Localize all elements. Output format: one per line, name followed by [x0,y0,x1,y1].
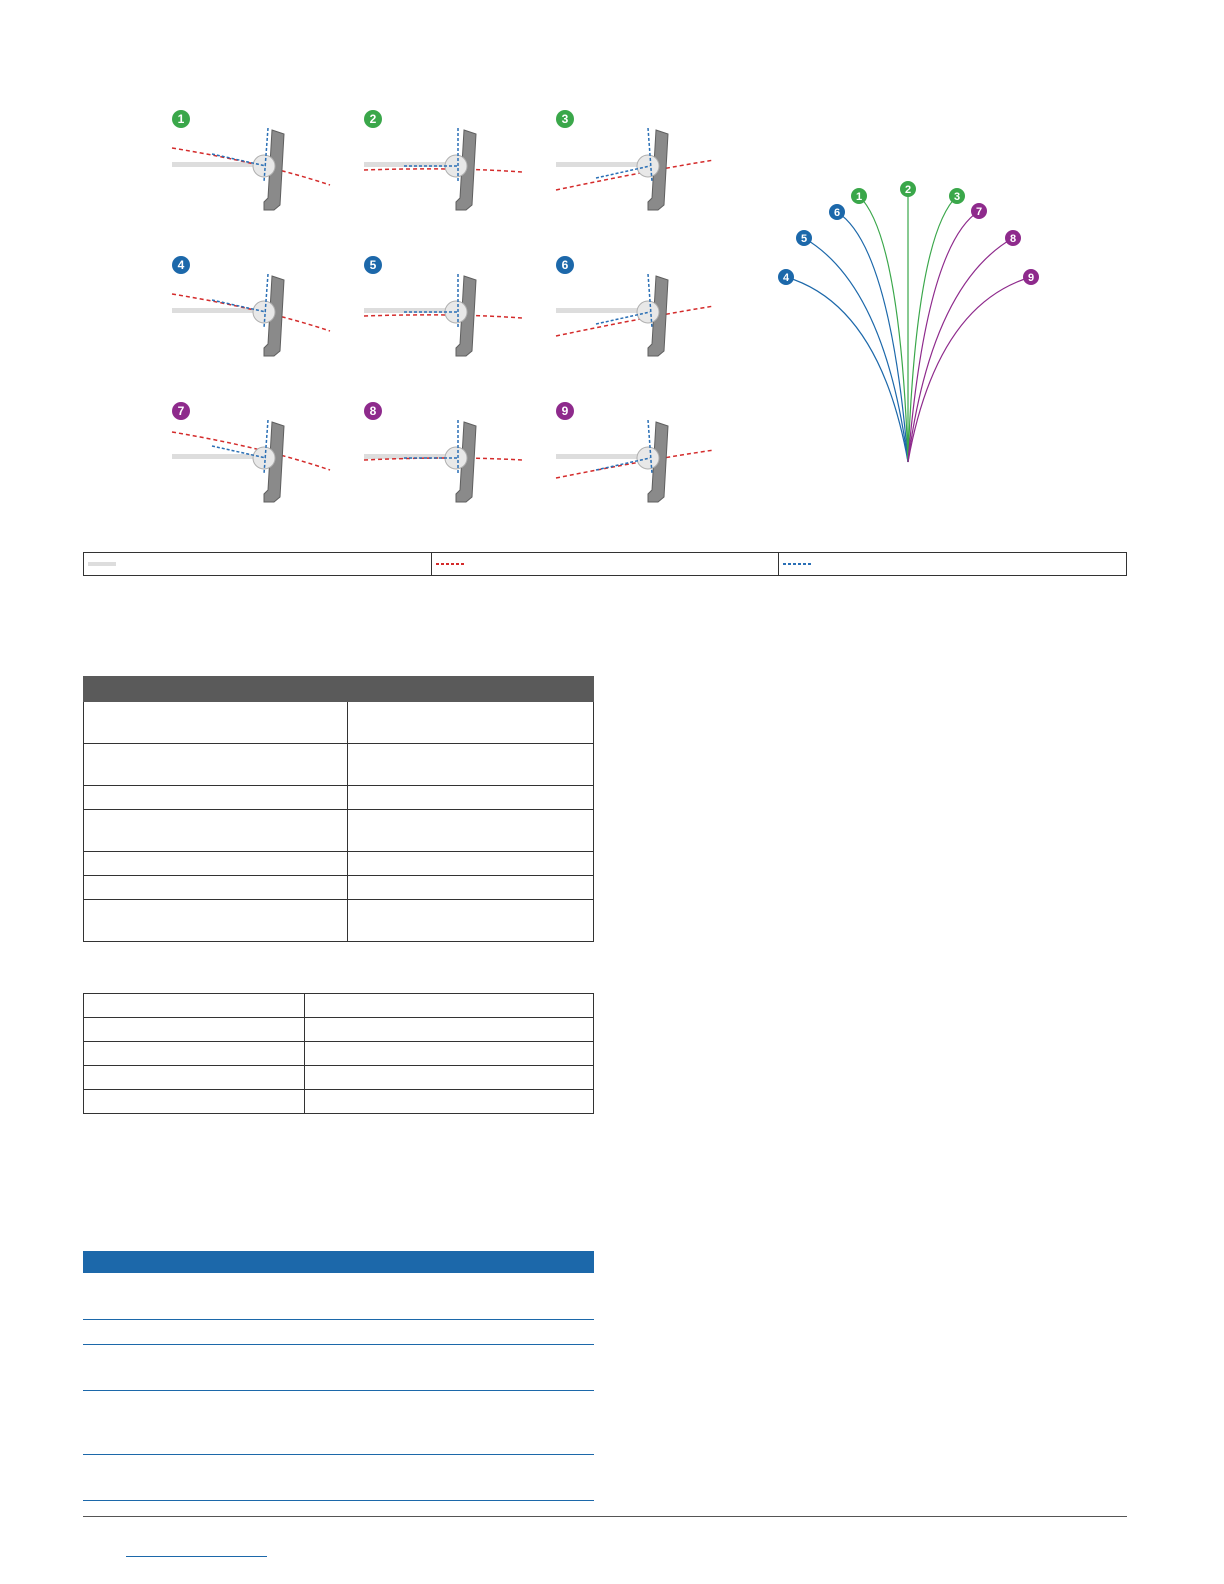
footer-link-underline[interactable] [126,1556,267,1557]
target-path-bar [364,162,452,167]
trajectory-line-7 [908,211,979,462]
footer-divider [83,1516,1127,1517]
club-face-illustration [172,256,342,376]
trajectory-line-8 [908,238,1013,462]
table-cell [84,744,348,786]
table-cell [83,1390,594,1454]
trajectory-line-6 [837,212,908,462]
table-cell [83,1273,594,1319]
shot-number-badge: 1 [172,110,190,128]
trajectory-badge-5 [796,230,812,246]
table-cell [305,1042,594,1066]
legend-face-line [779,553,1126,575]
club-face-illustration [364,402,534,522]
table-row [84,1018,594,1042]
table-cell [348,786,594,810]
target-path-bar [556,308,644,313]
target-path-bar [556,162,644,167]
target-path-bar [364,308,452,313]
table-row [83,1344,594,1390]
shot-diagram-5 [364,256,534,376]
table-cell [305,1066,594,1090]
shot-diagram-4 [172,256,342,376]
table-row [83,1454,594,1500]
swing-path-line [364,169,522,172]
table-cell [348,900,594,942]
table-row [84,1090,594,1114]
svg-text:8: 8 [1009,233,1017,245]
table-cell [348,876,594,900]
table-cell [84,1090,305,1114]
blue-dashed-line-icon [783,561,811,567]
table-header-row [83,1251,594,1273]
shot-number-badge: 5 [364,256,382,274]
club-face-illustration [172,402,342,522]
table-cell [84,702,348,744]
golf-ball [637,155,659,177]
shot-diagram-7 [172,402,342,522]
target-path-bar [172,454,260,459]
svg-text:2: 2 [904,184,912,196]
swing-path-line [172,432,330,470]
golf-ball [637,447,659,469]
table-row [84,900,594,942]
table-cell [305,1090,594,1114]
table-cell [348,744,594,786]
table-cell [84,876,348,900]
table-cell [84,1066,305,1090]
club-face-illustration [556,402,726,522]
shot-number-badge: 8 [364,402,382,420]
shot-diagram-9 [556,402,726,522]
swing-path-line [364,315,522,318]
trajectory-badge-3 [949,188,965,204]
table-row [84,1066,594,1090]
table-cell [84,786,348,810]
table-row [84,876,594,900]
club-face-illustration [172,110,342,230]
svg-text:9: 9 [1027,272,1035,284]
club-face-illustration [364,110,534,230]
table-cell [84,810,348,852]
table-cell [84,900,348,942]
shot-number-badge: 4 [172,256,190,274]
trajectory-badge-4 [778,269,794,285]
table-cell [83,1319,594,1344]
table-row [84,744,594,786]
target-path-bar [172,162,260,167]
svg-text:7: 7 [975,206,983,218]
trajectory-badge-8 [1005,230,1021,246]
trajectory-badge-6 [829,204,845,220]
legend-target-line [84,553,432,575]
table-header-cell [83,1251,594,1273]
shot-diagram-1 [172,110,342,230]
table-header-cell [84,677,348,702]
club-face-illustration [364,256,534,376]
trajectory-line-1 [859,196,908,462]
target-path-bar [172,308,260,313]
trajectory-fan-diagram [770,175,1060,475]
shot-diagram-6 [556,256,726,376]
trajectory-line-5 [804,238,908,462]
trajectory-badge-1 [851,188,867,204]
table-cell [84,994,305,1018]
club-face-illustration [556,110,726,230]
legend-path-line [432,553,780,575]
svg-text:6: 6 [833,207,841,219]
table-row [83,1273,594,1319]
line-legend [83,552,1127,576]
svg-text:3: 3 [953,191,961,203]
gray-line-icon [88,561,116,567]
table-row [83,1319,594,1344]
golf-ball [637,301,659,323]
table-row [84,852,594,876]
table-cell [83,1454,594,1500]
shot-number-badge: 3 [556,110,574,128]
table-cell [84,1018,305,1042]
table-header-row [84,677,594,702]
table-cell [305,1018,594,1042]
trajectory-line-3 [908,196,957,462]
table-row [84,786,594,810]
table-row [83,1390,594,1454]
table-cell [84,852,348,876]
table-row [84,810,594,852]
trajectory-badge-9 [1023,269,1039,285]
table-cell [83,1344,594,1390]
table-row [84,702,594,744]
shot-number-badge: 2 [364,110,382,128]
shot-number-badge: 6 [556,256,574,274]
shot-diagram-8 [364,402,534,522]
target-path-bar [556,454,644,459]
table-cell [348,810,594,852]
red-dashed-line-icon [436,561,464,567]
svg-text:1: 1 [855,191,863,203]
info-table [83,1251,594,1501]
svg-text:4: 4 [782,272,790,284]
table-cell [348,702,594,744]
values-table [83,993,594,1114]
table-cell [305,994,594,1018]
shot-diagram-2 [364,110,534,230]
table-row [84,994,594,1018]
shot-diagram-3 [556,110,726,230]
table-row [84,1042,594,1066]
trajectory-badge-2 [900,181,916,197]
table-header-cell [348,677,594,702]
club-face-illustration [556,256,726,376]
shot-number-badge: 7 [172,402,190,420]
table-cell [348,852,594,876]
svg-text:5: 5 [800,233,808,245]
trajectory-badge-7 [971,203,987,219]
shot-shape-table [83,676,594,942]
shot-number-badge: 9 [556,402,574,420]
table-cell [84,1042,305,1066]
